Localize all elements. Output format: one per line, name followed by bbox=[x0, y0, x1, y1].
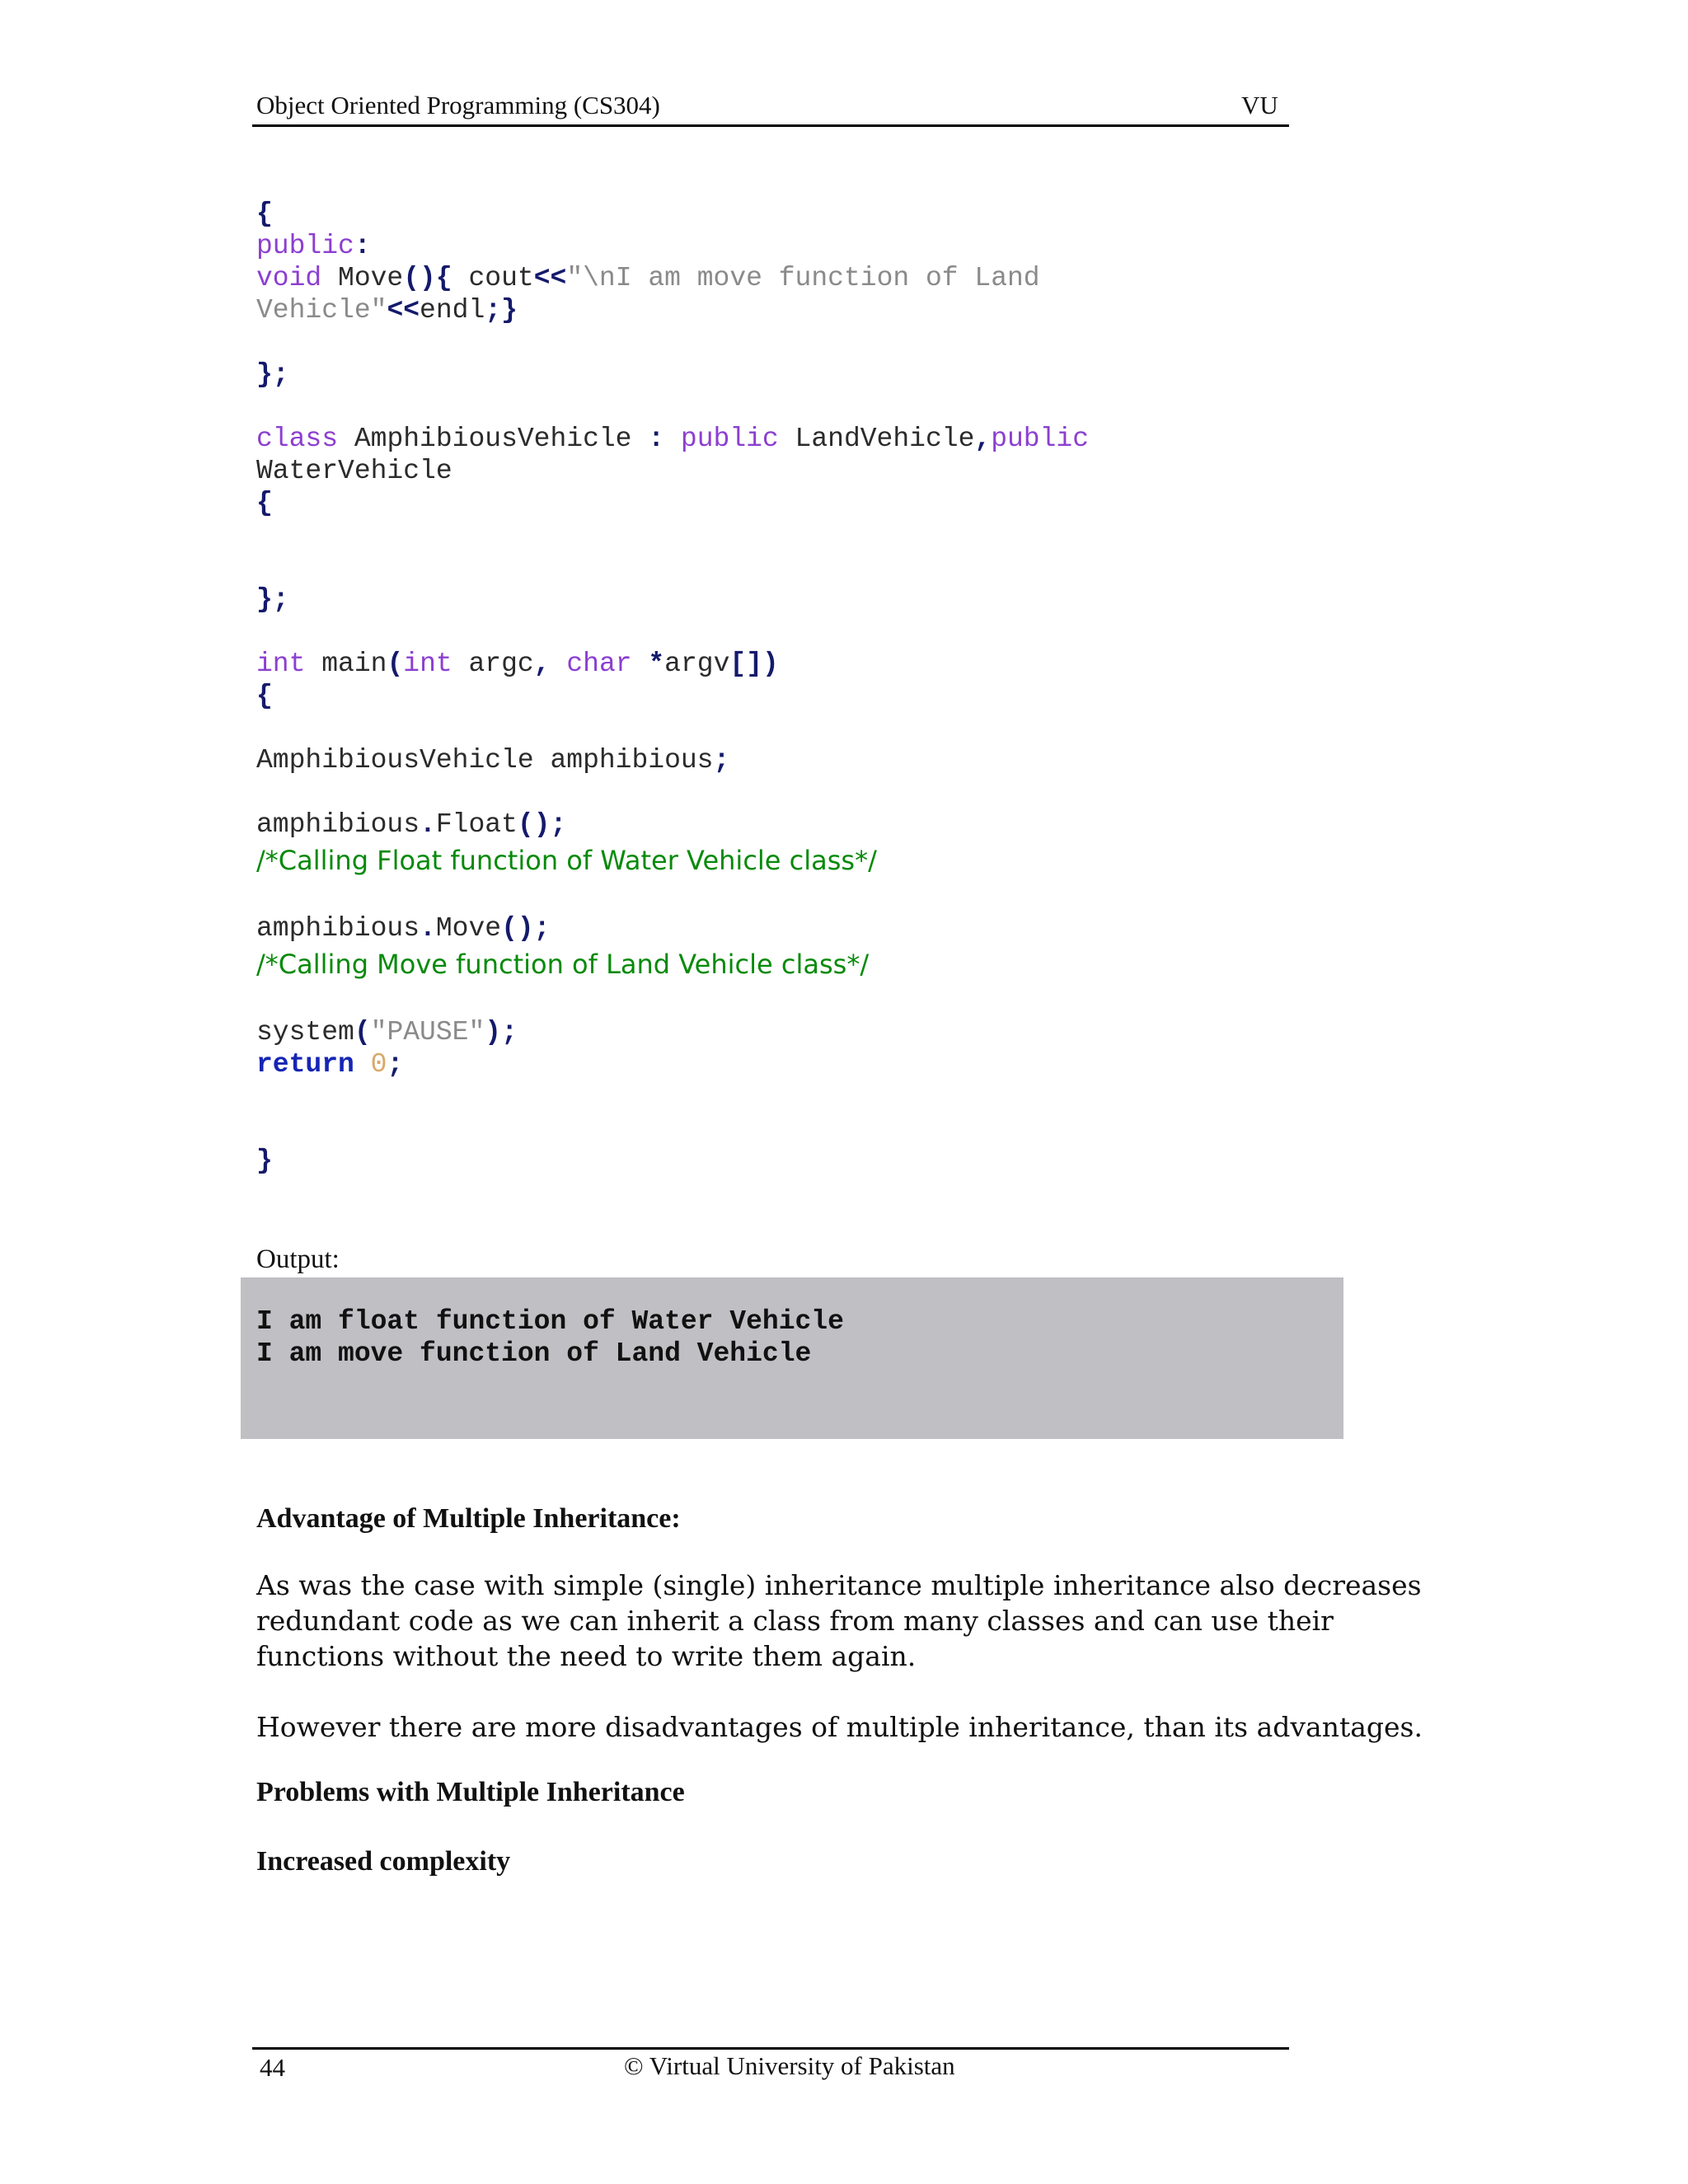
code-line: void Move(){ cout<<"\nI am move function of Land bbox=[256, 263, 1040, 293]
paragraph-line: functions without the need to write them again. bbox=[256, 1640, 917, 1672]
code-line: WaterVehicle bbox=[256, 456, 452, 486]
paragraph: However there are more disadvantages of multiple inheritance, than its advantages. bbox=[256, 1711, 1423, 1743]
code-line: } bbox=[256, 1146, 273, 1176]
code-line: return 0; bbox=[256, 1049, 404, 1080]
footer-copyright: © Virtual University of Pakistan bbox=[624, 2051, 955, 2080]
subsection-heading: Increased complexity bbox=[256, 1846, 511, 1877]
code-line: { bbox=[256, 488, 273, 518]
code-line: }; bbox=[256, 584, 289, 615]
header-rule bbox=[252, 124, 1289, 127]
output-line: I am float function of Water Vehicle bbox=[256, 1306, 844, 1337]
code-line: class AmphibiousVehicle : public LandVehicle,public bbox=[256, 424, 1090, 454]
page-number: 44 bbox=[260, 2053, 285, 2082]
code-line: { bbox=[256, 681, 273, 711]
output-line: I am move function of Land Vehicle bbox=[256, 1338, 812, 1369]
code-line: amphibious.Float(); bbox=[256, 809, 567, 840]
section-heading: Advantage of Multiple Inheritance: bbox=[256, 1503, 681, 1534]
code-comment: /*Calling Move function of Land Vehicle class*/ bbox=[256, 949, 870, 980]
code-comment: /*Calling Float function of Water Vehicle class*/ bbox=[256, 845, 877, 876]
header-right: VU bbox=[1241, 91, 1278, 120]
code-line: amphibious.Move(); bbox=[256, 913, 551, 944]
header-title: Object Oriented Programming (CS304) bbox=[256, 91, 660, 120]
code-line: AmphibiousVehicle amphibious; bbox=[256, 745, 730, 776]
paragraph-line: redundant code as we can inherit a class from many classes and can use their bbox=[256, 1605, 1334, 1637]
code-line: { bbox=[256, 199, 273, 229]
output-label: Output: bbox=[256, 1244, 340, 1274]
code-line: system("PAUSE"); bbox=[256, 1017, 518, 1047]
code-line: public: bbox=[256, 231, 371, 261]
footer-rule bbox=[252, 2047, 1289, 2050]
section-heading: Problems with Multiple Inheritance bbox=[256, 1777, 685, 1807]
code-line: Vehicle"<<endl;} bbox=[256, 295, 518, 326]
code-line: int main(int argc, char *argv[]) bbox=[256, 649, 779, 679]
paragraph-line: As was the case with simple (single) inheritance multiple inheritance also decreases bbox=[256, 1569, 1422, 1601]
code-line: }; bbox=[256, 359, 289, 390]
